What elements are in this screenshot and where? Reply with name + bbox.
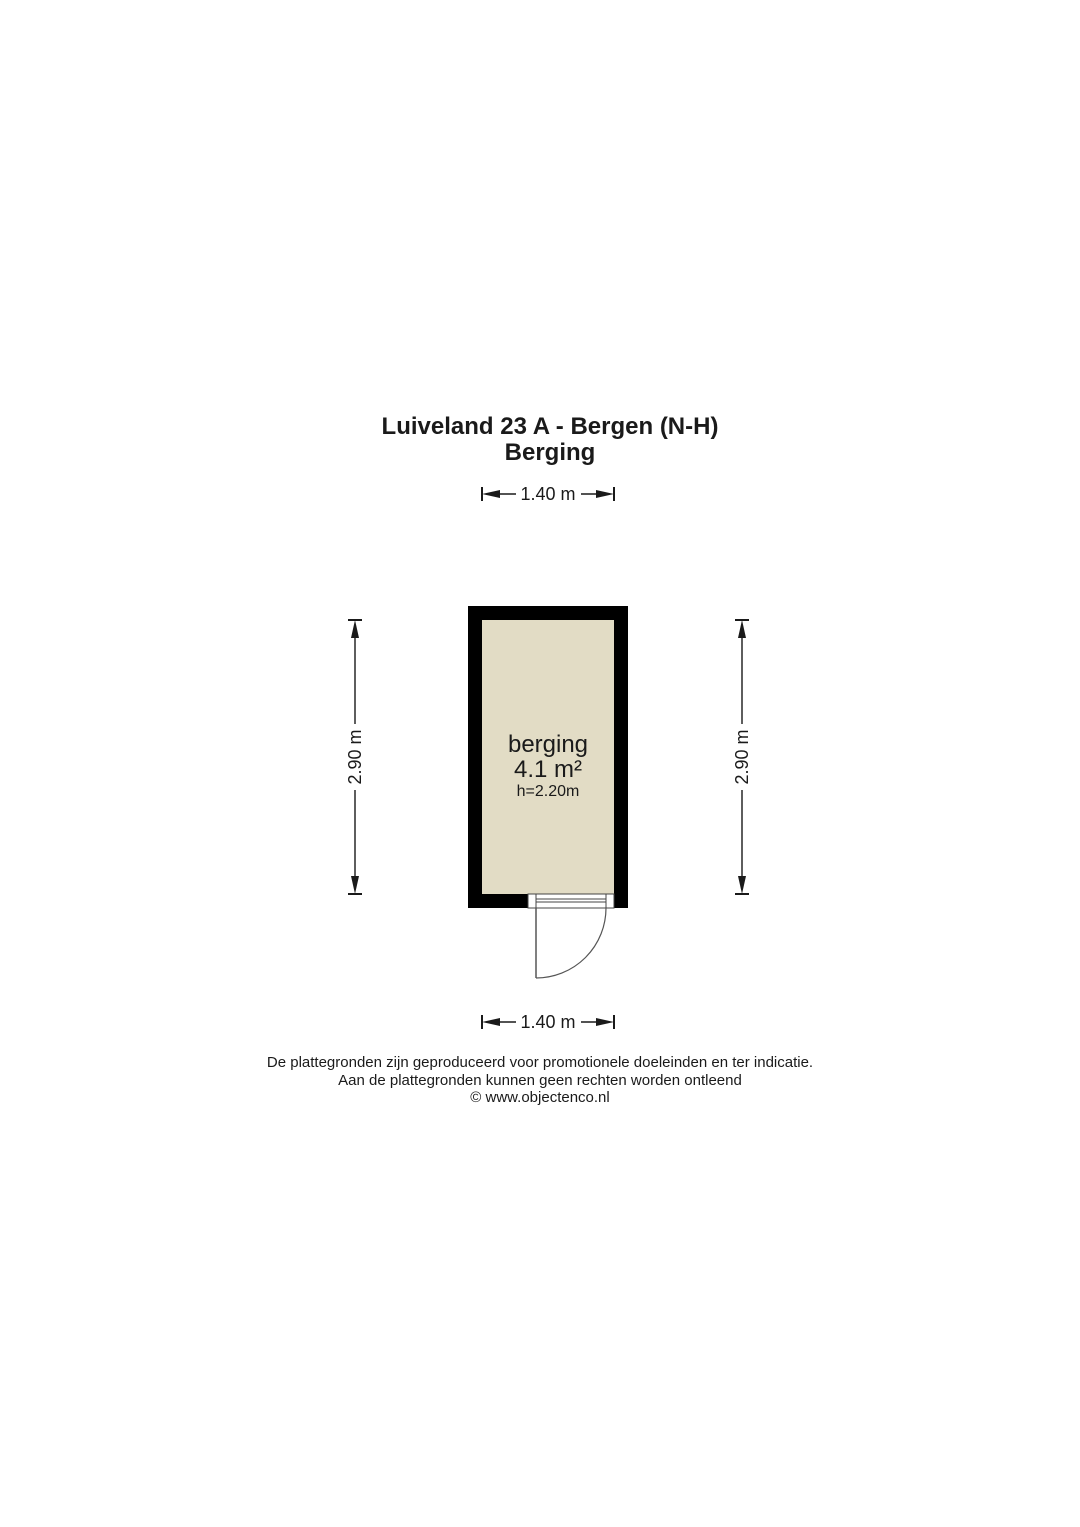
door-jamb-left [528, 894, 536, 908]
dimension-left [345, 620, 365, 894]
room-area: 4.1 m² [513, 756, 582, 783]
dim-arrow-down-icon [351, 876, 359, 894]
dim-label-left: 2.90 m [345, 729, 365, 785]
room-ceiling-height: h=2.20m [516, 783, 580, 800]
room-name: berging [507, 731, 589, 758]
dim-arrow-right-icon [596, 490, 614, 498]
door-jamb-right [606, 894, 614, 908]
dim-label-right: 2.90 m [732, 729, 752, 785]
dim-arrow-right-icon [596, 1018, 614, 1026]
door [528, 894, 614, 978]
dim-arrow-left-icon [482, 1018, 500, 1026]
page-title-address: Luiveland 23 A - Bergen (N-H) [381, 413, 719, 440]
dim-arrow-up-icon [738, 620, 746, 638]
copyright-line: © www.objectenco.nl [470, 1089, 610, 1106]
room-label [508, 733, 588, 801]
door-swing-arc [536, 908, 606, 978]
dimension-right [732, 620, 752, 894]
dim-label-top: 1.40 m [520, 484, 576, 504]
dim-arrow-up-icon [351, 620, 359, 638]
page-title-subtitle: Berging [504, 439, 596, 466]
dim-arrow-down-icon [738, 876, 746, 894]
dim-arrow-left-icon [482, 490, 500, 498]
dimension-bottom [482, 1012, 614, 1032]
door-threshold [528, 894, 614, 908]
disclaimer-line-1: De plattegronden zijn geproduceerd voor promotionele doeleinden en ter indicatie. [266, 1054, 814, 1071]
disclaimer [267, 1054, 813, 1107]
dim-label-bottom: 1.40 m [520, 1012, 576, 1032]
dimension-top [482, 484, 614, 504]
disclaimer-line-2: Aan de plattegronden kunnen geen rechten worden ontleend [338, 1071, 742, 1089]
